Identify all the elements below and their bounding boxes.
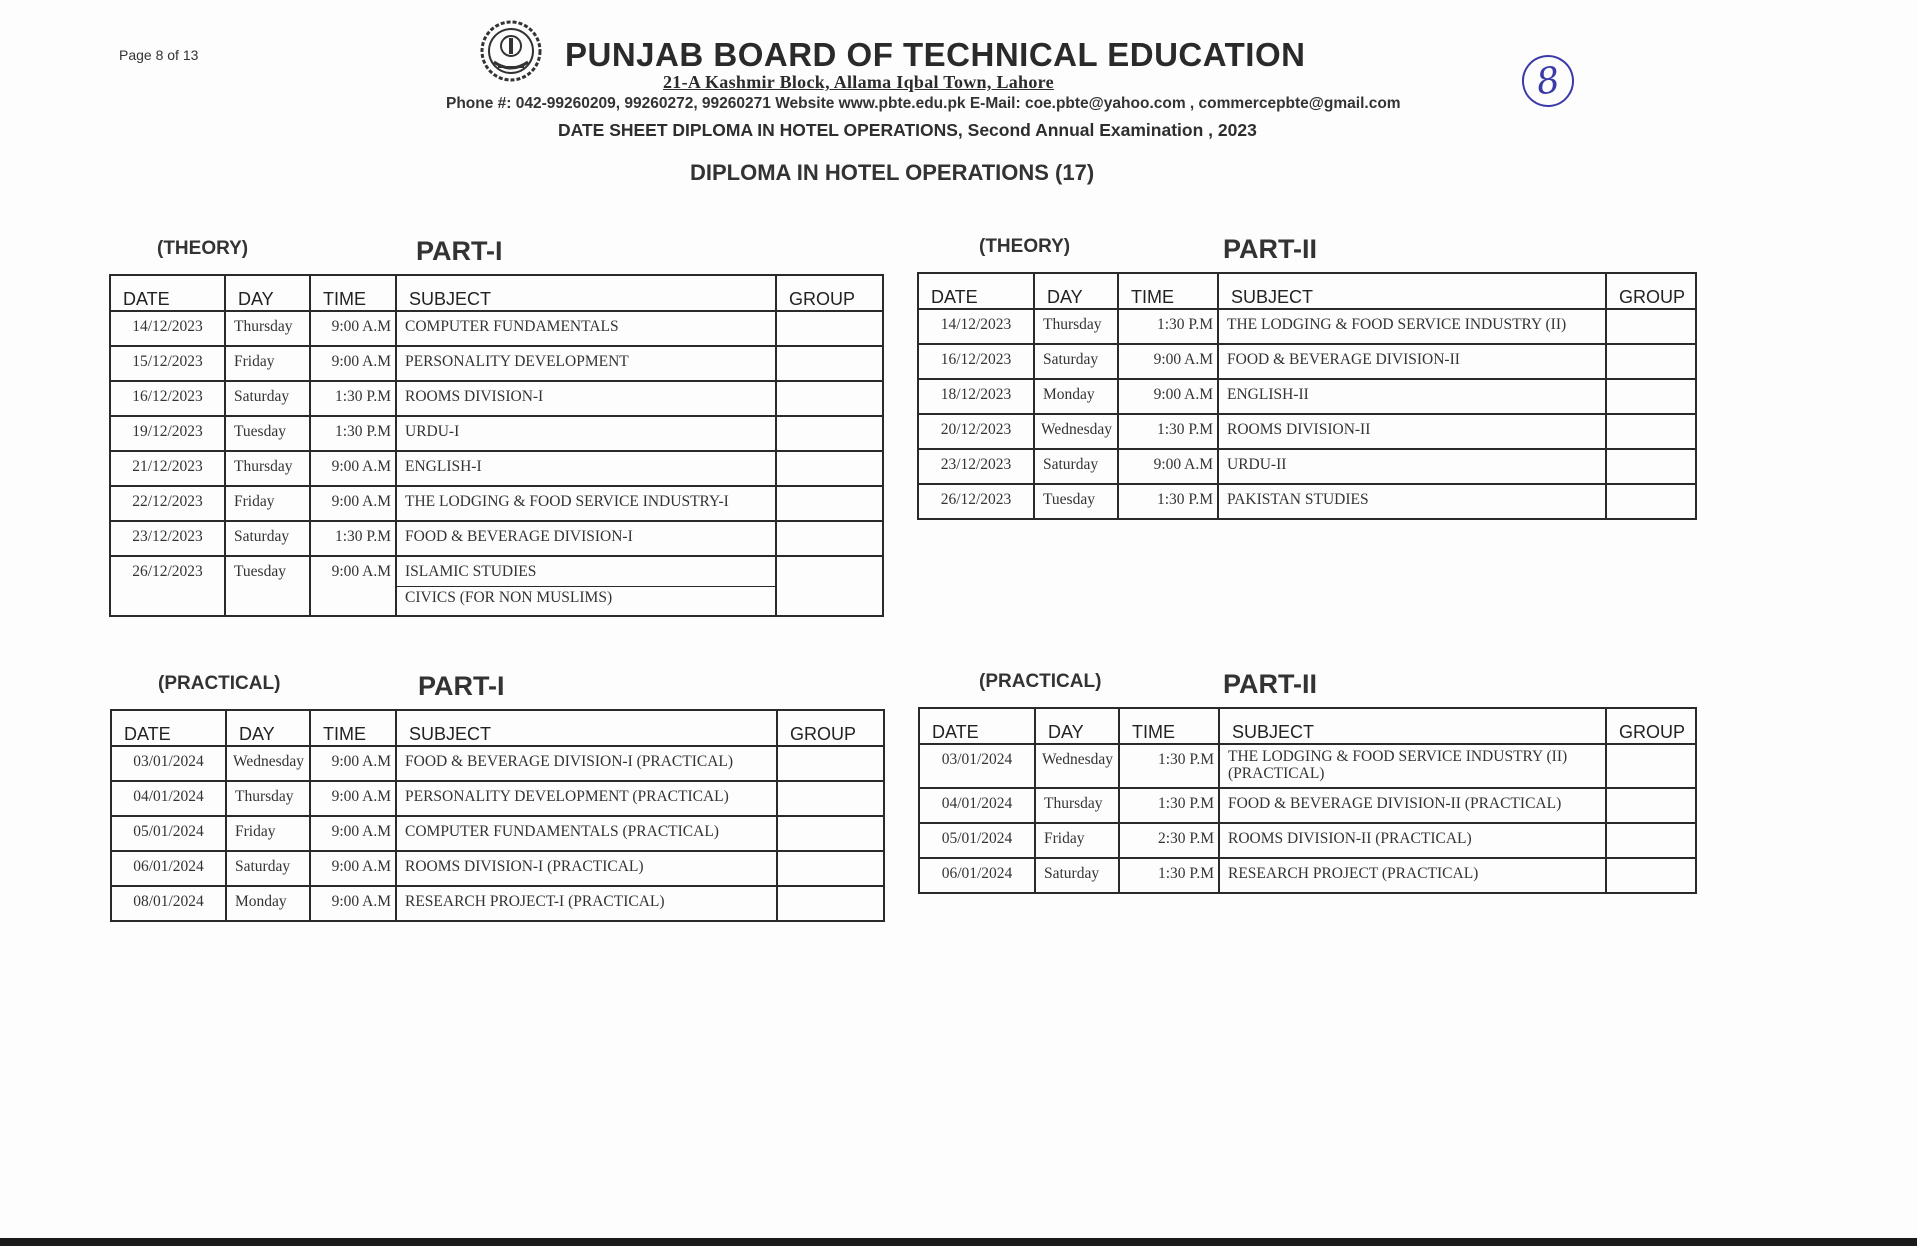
cell-date: 06/01/2024: [111, 851, 226, 886]
col-time: TIME: [310, 710, 396, 746]
practical-part1-table: [110, 709, 885, 922]
col-date: DATE: [919, 708, 1035, 744]
table-row: [110, 311, 883, 346]
cell-subject: THE LODGING & FOOD SERVICE INDUSTRY (II) (PRACTICAL): [1219, 744, 1606, 788]
cell-date: 04/01/2024: [919, 788, 1035, 823]
cell-subject: RESEARCH PROJECT (PRACTICAL): [1219, 858, 1606, 893]
col-date: DATE: [110, 275, 225, 311]
cell-date: 08/01/2024: [111, 886, 226, 921]
col-subject: SUBJECT: [396, 710, 777, 746]
cell-group: [1606, 344, 1696, 379]
cell-date: 16/12/2023: [110, 381, 225, 416]
cell-date: 26/12/2023: [918, 484, 1034, 519]
cell-time: 9:00 A.M: [310, 746, 396, 781]
cell-date: 14/12/2023: [110, 311, 225, 346]
cell-day: Thursday: [1034, 309, 1118, 344]
theory-part1-table: [109, 274, 884, 617]
table-row: [110, 381, 883, 416]
cell-group: [1606, 379, 1696, 414]
cell-date: 18/12/2023: [918, 379, 1034, 414]
contact-info: Phone #: 042-99260209, 99260272, 99260271 Website www.pbte.edu.pk E-Mail: coe.pbte@yahoo.com , commercepbte@gmail.com: [446, 95, 1401, 112]
cell-time: 1:30 P.M: [1118, 309, 1218, 344]
col-group: GROUP: [1606, 708, 1696, 744]
cell-day: Wednesday: [1034, 414, 1118, 449]
table-row: [110, 486, 883, 521]
handwritten-page-mark: 8: [1519, 52, 1578, 111]
cell-group: [777, 781, 884, 816]
cell-time: 9:00 A.M: [310, 816, 396, 851]
cell-day: Tuesday: [1034, 484, 1118, 519]
cell-day: Saturday: [225, 521, 310, 556]
cell-subject: PAKISTAN STUDIES: [1218, 484, 1606, 519]
cell-time: 9:00 A.M: [310, 346, 396, 381]
cell-subject: [396, 556, 776, 616]
cell-time: 9:00 A.M: [1118, 379, 1218, 414]
cell-time: 9:00 A.M: [310, 451, 396, 486]
cell-date: 04/01/2024: [111, 781, 226, 816]
cell-day: Friday: [226, 816, 310, 851]
subject-primary: ISLAMIC STUDIES: [405, 563, 537, 580]
cell-date: 16/12/2023: [918, 344, 1034, 379]
table-row: [111, 781, 884, 816]
table-row: [919, 823, 1696, 858]
cell-group: [1606, 744, 1696, 788]
cell-subject: URDU-II: [1218, 449, 1606, 484]
practical-part1-section-label: (PRACTICAL): [158, 673, 281, 694]
cell-subject: FOOD & BEVERAGE DIVISION-II: [1218, 344, 1606, 379]
cell-time: 1:30 P.M: [1118, 414, 1218, 449]
cell-day: Monday: [1034, 379, 1118, 414]
cell-subject: FOOD & BEVERAGE DIVISION-II (PRACTICAL): [1219, 788, 1606, 823]
cell-subject: ENGLISH-I: [396, 451, 776, 486]
table-row: [110, 346, 883, 381]
cell-day: Friday: [1035, 823, 1119, 858]
cell-group: [1606, 484, 1696, 519]
subject-alternate: CIVICS (FOR NON MUSLIMS): [397, 586, 775, 606]
cell-group: [777, 886, 884, 921]
cell-group: [776, 381, 883, 416]
cell-day: Thursday: [225, 311, 310, 346]
cell-date: 15/12/2023: [110, 346, 225, 381]
theory-part2-section-label: (THEORY): [979, 236, 1071, 257]
cell-group: [1606, 858, 1696, 893]
col-group: GROUP: [776, 275, 883, 311]
col-day: DAY: [225, 275, 310, 311]
cell-day: Saturday: [225, 381, 310, 416]
cell-day: Monday: [226, 886, 310, 921]
cell-subject: PERSONALITY DEVELOPMENT: [396, 346, 776, 381]
cell-group: [777, 851, 884, 886]
col-date: DATE: [918, 273, 1034, 309]
cell-time: 1:30 P.M: [310, 521, 396, 556]
table-row: [918, 344, 1696, 379]
cell-subject: ENGLISH-II: [1218, 379, 1606, 414]
cell-day: Thursday: [1035, 788, 1119, 823]
page-number: Page 8 of 13: [119, 47, 199, 63]
col-group: GROUP: [1606, 273, 1696, 309]
practical-part1-part-label: PART-I: [418, 671, 505, 701]
cell-time: 1:30 P.M: [310, 416, 396, 451]
cell-day: Saturday: [226, 851, 310, 886]
table-row: [918, 449, 1696, 484]
table-row: [110, 556, 883, 616]
cell-date: 05/01/2024: [111, 816, 226, 851]
pbte-logo: [480, 20, 542, 82]
cell-day: Wednesday: [226, 746, 310, 781]
cell-time: 1:30 P.M: [310, 381, 396, 416]
cell-subject: URDU-I: [396, 416, 776, 451]
cell-subject: ROOMS DIVISION-I (PRACTICAL): [396, 851, 777, 886]
cell-group: [1606, 309, 1696, 344]
cell-day: Thursday: [225, 451, 310, 486]
cell-date: 22/12/2023: [110, 486, 225, 521]
cell-subject: ROOMS DIVISION-II: [1218, 414, 1606, 449]
cell-date: 21/12/2023: [110, 451, 225, 486]
cell-date: 23/12/2023: [110, 521, 225, 556]
cell-time: 9:00 A.M: [310, 556, 396, 616]
cell-group: [776, 521, 883, 556]
cell-subject: RESEARCH PROJECT-I (PRACTICAL): [396, 886, 777, 921]
cell-day: Tuesday: [225, 556, 310, 616]
table-row: [110, 451, 883, 486]
cell-group: [1606, 823, 1696, 858]
cell-day: Wednesday: [1035, 744, 1119, 788]
theory-part1-section-label: (THEORY): [157, 238, 249, 259]
cell-group: [776, 311, 883, 346]
table-row: [918, 414, 1696, 449]
table-row: [918, 309, 1696, 344]
practical-part2-section-label: (PRACTICAL): [979, 671, 1102, 692]
cell-day: Friday: [225, 346, 310, 381]
cell-subject: FOOD & BEVERAGE DIVISION-I (PRACTICAL): [396, 746, 777, 781]
cell-time: 9:00 A.M: [1118, 344, 1218, 379]
col-subject: SUBJECT: [396, 275, 776, 311]
table-row: [919, 858, 1696, 893]
cell-subject: FOOD & BEVERAGE DIVISION-I: [396, 521, 776, 556]
table-row: [110, 521, 883, 556]
cell-subject: COMPUTER FUNDAMENTALS (PRACTICAL): [396, 816, 777, 851]
table-row: [918, 379, 1696, 414]
col-subject: SUBJECT: [1218, 273, 1606, 309]
cell-group: [776, 416, 883, 451]
date-sheet-title: DATE SHEET DIPLOMA IN HOTEL OPERATIONS, Second Annual Examination , 2023: [558, 120, 1257, 140]
cell-date: 23/12/2023: [918, 449, 1034, 484]
col-day: DAY: [1035, 708, 1119, 744]
cell-time: 9:00 A.M: [310, 781, 396, 816]
table-row: [919, 744, 1696, 788]
col-time: TIME: [310, 275, 396, 311]
cell-subject: THE LODGING & FOOD SERVICE INDUSTRY (II): [1218, 309, 1606, 344]
table-row: [111, 886, 884, 921]
cell-subject: THE LODGING & FOOD SERVICE INDUSTRY-I: [396, 486, 776, 521]
cell-date: 14/12/2023: [918, 309, 1034, 344]
cell-date: 19/12/2023: [110, 416, 225, 451]
table-row: [111, 746, 884, 781]
col-day: DAY: [1034, 273, 1118, 309]
cell-subject: COMPUTER FUNDAMENTALS: [396, 311, 776, 346]
col-date: DATE: [111, 710, 226, 746]
theory-part2-table: [917, 272, 1697, 520]
cell-group: [1606, 414, 1696, 449]
cell-date: 05/01/2024: [919, 823, 1035, 858]
cell-day: Saturday: [1035, 858, 1119, 893]
col-time: TIME: [1119, 708, 1219, 744]
table-row: [111, 816, 884, 851]
cell-group: [777, 816, 884, 851]
cell-time: 9:00 A.M: [310, 851, 396, 886]
cell-day: Tuesday: [225, 416, 310, 451]
org-title: PUNJAB BOARD OF TECHNICAL EDUCATION: [565, 36, 1306, 73]
practical-part2-part-label: PART-II: [1223, 669, 1317, 699]
col-subject: SUBJECT: [1219, 708, 1606, 744]
cell-day: Saturday: [1034, 449, 1118, 484]
col-day: DAY: [226, 710, 310, 746]
scan-bottom-edge: [0, 1238, 1917, 1246]
diploma-title: DIPLOMA IN HOTEL OPERATIONS (17): [690, 160, 1095, 185]
cell-time: 1:30 P.M: [1119, 788, 1219, 823]
practical-part2-table: [918, 707, 1697, 894]
cell-date: 26/12/2023: [110, 556, 225, 616]
cell-date: 03/01/2024: [111, 746, 226, 781]
cell-group: [776, 556, 883, 616]
theory-part2-part-label: PART-II: [1223, 234, 1317, 264]
cell-group: [776, 451, 883, 486]
cell-day: Friday: [225, 486, 310, 521]
org-address: 21-A Kashmir Block, Allama Iqbal Town, Lahore: [663, 72, 1054, 92]
table-row: [111, 851, 884, 886]
cell-subject: ROOMS DIVISION-II (PRACTICAL): [1219, 823, 1606, 858]
cell-time: 9:00 A.M: [310, 311, 396, 346]
theory-part1-part-label: PART-I: [416, 236, 503, 266]
cell-group: [1606, 788, 1696, 823]
cell-date: 20/12/2023: [918, 414, 1034, 449]
table-row: [918, 484, 1696, 519]
cell-time: 9:00 A.M: [310, 886, 396, 921]
col-time: TIME: [1118, 273, 1218, 309]
cell-subject: PERSONALITY DEVELOPMENT (PRACTICAL): [396, 781, 777, 816]
table-row: [110, 416, 883, 451]
cell-time: 9:00 A.M: [1118, 449, 1218, 484]
cell-time: 1:30 P.M: [1119, 858, 1219, 893]
cell-date: 06/01/2024: [919, 858, 1035, 893]
cell-day: Thursday: [226, 781, 310, 816]
cell-group: [1606, 449, 1696, 484]
cell-subject: ROOMS DIVISION-I: [396, 381, 776, 416]
cell-group: [777, 746, 884, 781]
cell-time: 1:30 P.M: [1119, 744, 1219, 788]
cell-group: [776, 346, 883, 381]
cell-time: 1:30 P.M: [1118, 484, 1218, 519]
cell-time: 2:30 P.M: [1119, 823, 1219, 858]
cell-day: Saturday: [1034, 344, 1118, 379]
cell-group: [776, 486, 883, 521]
cell-date: 03/01/2024: [919, 744, 1035, 788]
col-group: GROUP: [777, 710, 884, 746]
table-row: [919, 788, 1696, 823]
cell-time: 9:00 A.M: [310, 486, 396, 521]
